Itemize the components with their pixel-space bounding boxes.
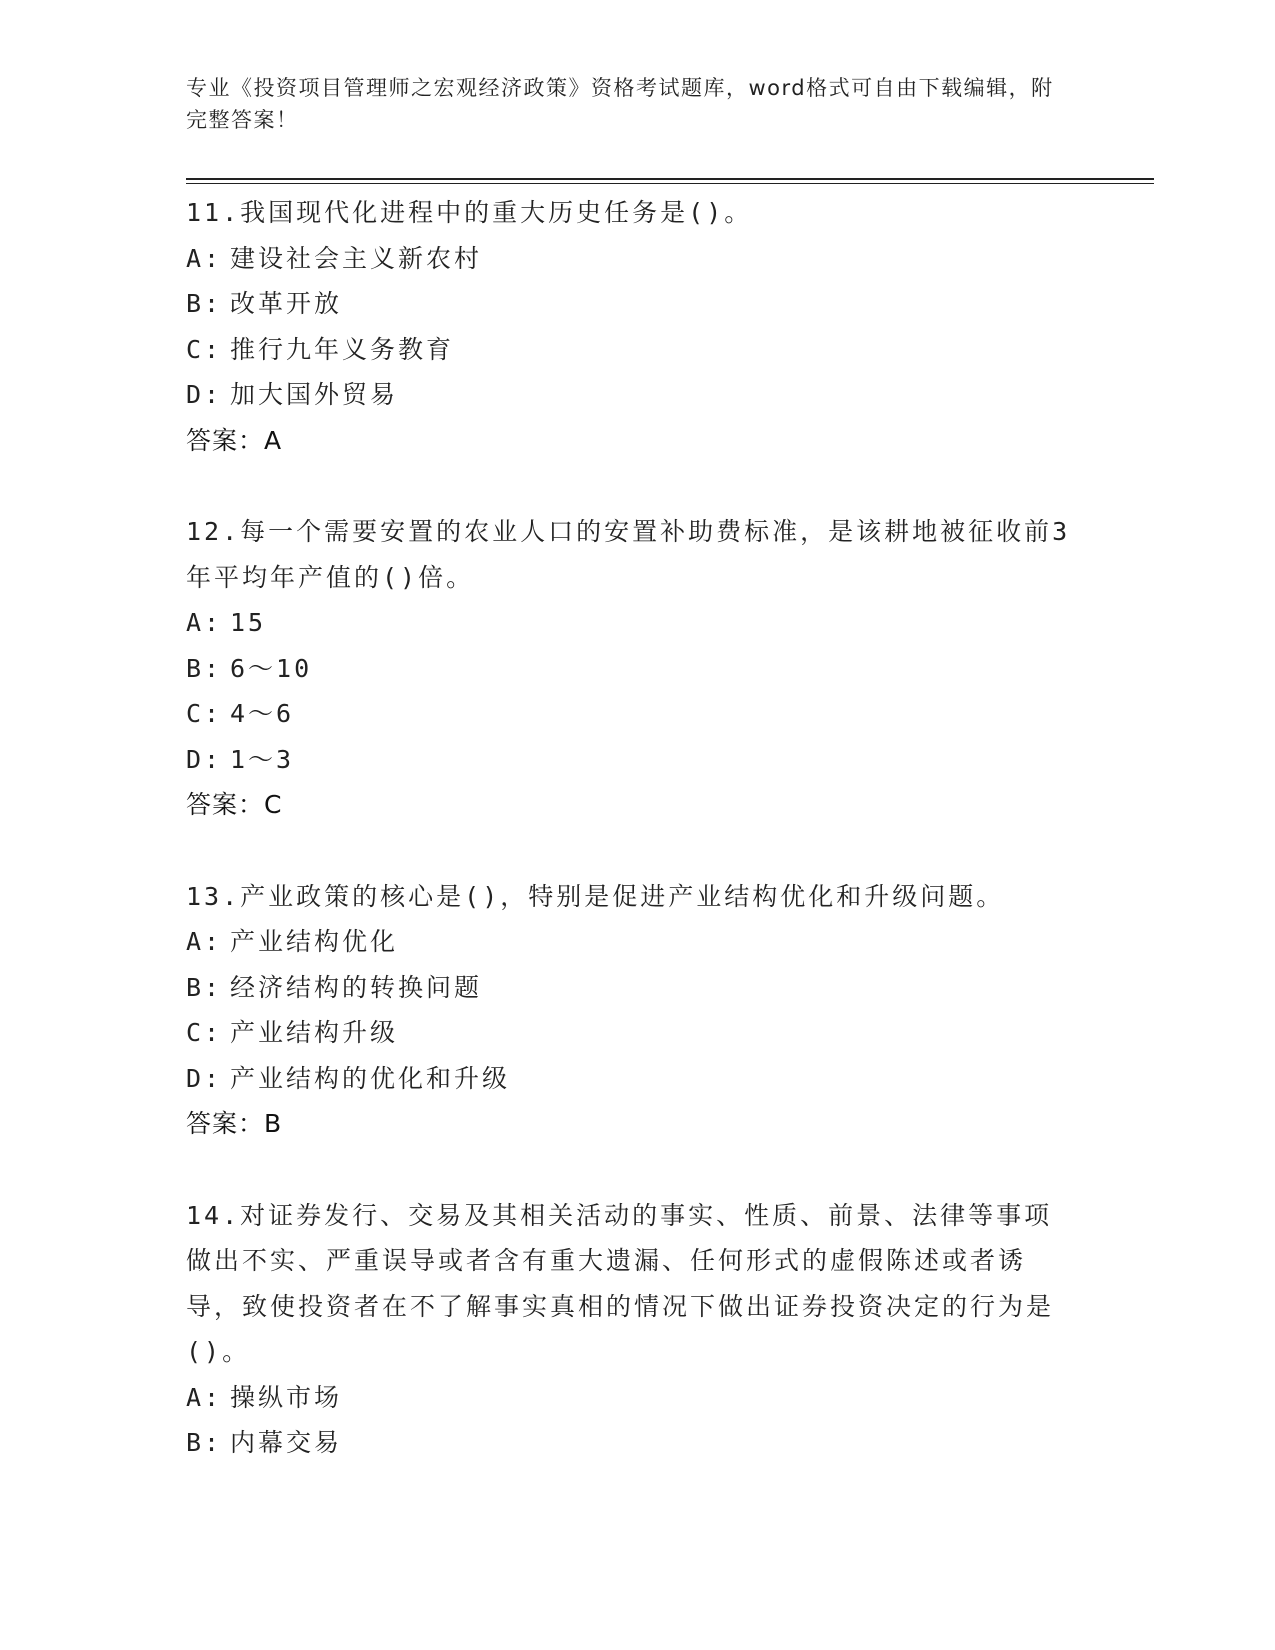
option-text: 1～3 [230,744,295,774]
option-letter: A: [186,927,223,956]
option-letter: A: [186,608,223,637]
option-text: 推行九年义务教育 [230,334,455,364]
question-stem: 14.对证券发行、交易及其相关活动的事实、性质、前景、法律等事项做出不实、严重误导或者含有重大遗漏、任何形式的虚假陈述或者诱导，致使投资者在不了解事实真相的情况下做出证券投资决定的行为是()。 [186,1200,1055,1366]
option-a [186,600,1076,646]
option-text: 6～10 [230,653,313,683]
option-b [186,965,1076,1011]
document-header: 专业《投资项目管理师之宏观经济政策》资格考试题库，word格式可自由下载编辑，附完整答案！ [186,76,1054,132]
option-text: 产业结构优化 [230,927,399,956]
question-13 [186,874,1076,1147]
option-c [186,1010,1076,1056]
option-d [186,1056,1076,1102]
option-text: 操纵市场 [230,1382,343,1412]
option-a [186,1375,1076,1421]
question-14 [186,1193,1076,1466]
option-a [186,919,1076,965]
option-a [186,236,1076,282]
option-letter: D: [186,744,223,774]
question-list [186,190,1076,1512]
header-rule-top [186,178,1154,180]
option-letter: D: [186,380,223,409]
question-stem: 12.每一个需要安置的农业人口的安置补助费标准，是该耕地被征收前3年平均年产值的()倍。 [186,517,1071,592]
option-c [186,327,1076,373]
option-b [186,646,1076,692]
question-11 [186,190,1076,463]
option-letter: A: [186,243,223,273]
question-stem: 13.产业政策的核心是()，特别是促进产业结构优化和升级问题。 [186,881,1005,911]
option-c [186,691,1076,737]
option-letter: B: [186,653,223,683]
option-letter: D: [186,1063,223,1093]
option-d [186,737,1076,783]
option-text: 经济结构的转换问题 [230,972,483,1002]
option-text: 产业结构的优化和升级 [230,1063,511,1093]
option-text: 加大国外贸易 [230,380,399,409]
answer-label: 答案：A [186,425,283,455]
option-letter: C: [186,699,223,728]
option-b [186,1420,1076,1466]
answer-label: 答案：B [186,1109,283,1138]
option-b [186,281,1076,327]
option-letter: C: [186,334,223,364]
option-letter: B: [186,1428,223,1457]
question-12 [186,509,1076,828]
answer-label: 答案：C [186,790,283,819]
option-text: 产业结构升级 [230,1018,399,1047]
option-letter: B: [186,972,223,1002]
header-rule-bottom [186,183,1154,184]
option-letter: C: [186,1018,223,1047]
option-text: 改革开放 [230,289,343,318]
option-text: 内幕交易 [230,1428,343,1457]
option-text: 建设社会主义新农村 [230,243,483,273]
option-letter: A: [186,1382,223,1412]
question-stem: 11.我国现代化进程中的重大历史任务是()。 [186,198,753,227]
option-text: 15 [230,608,267,637]
option-text: 4～6 [230,699,295,728]
option-d [186,372,1076,418]
option-letter: B: [186,289,223,318]
